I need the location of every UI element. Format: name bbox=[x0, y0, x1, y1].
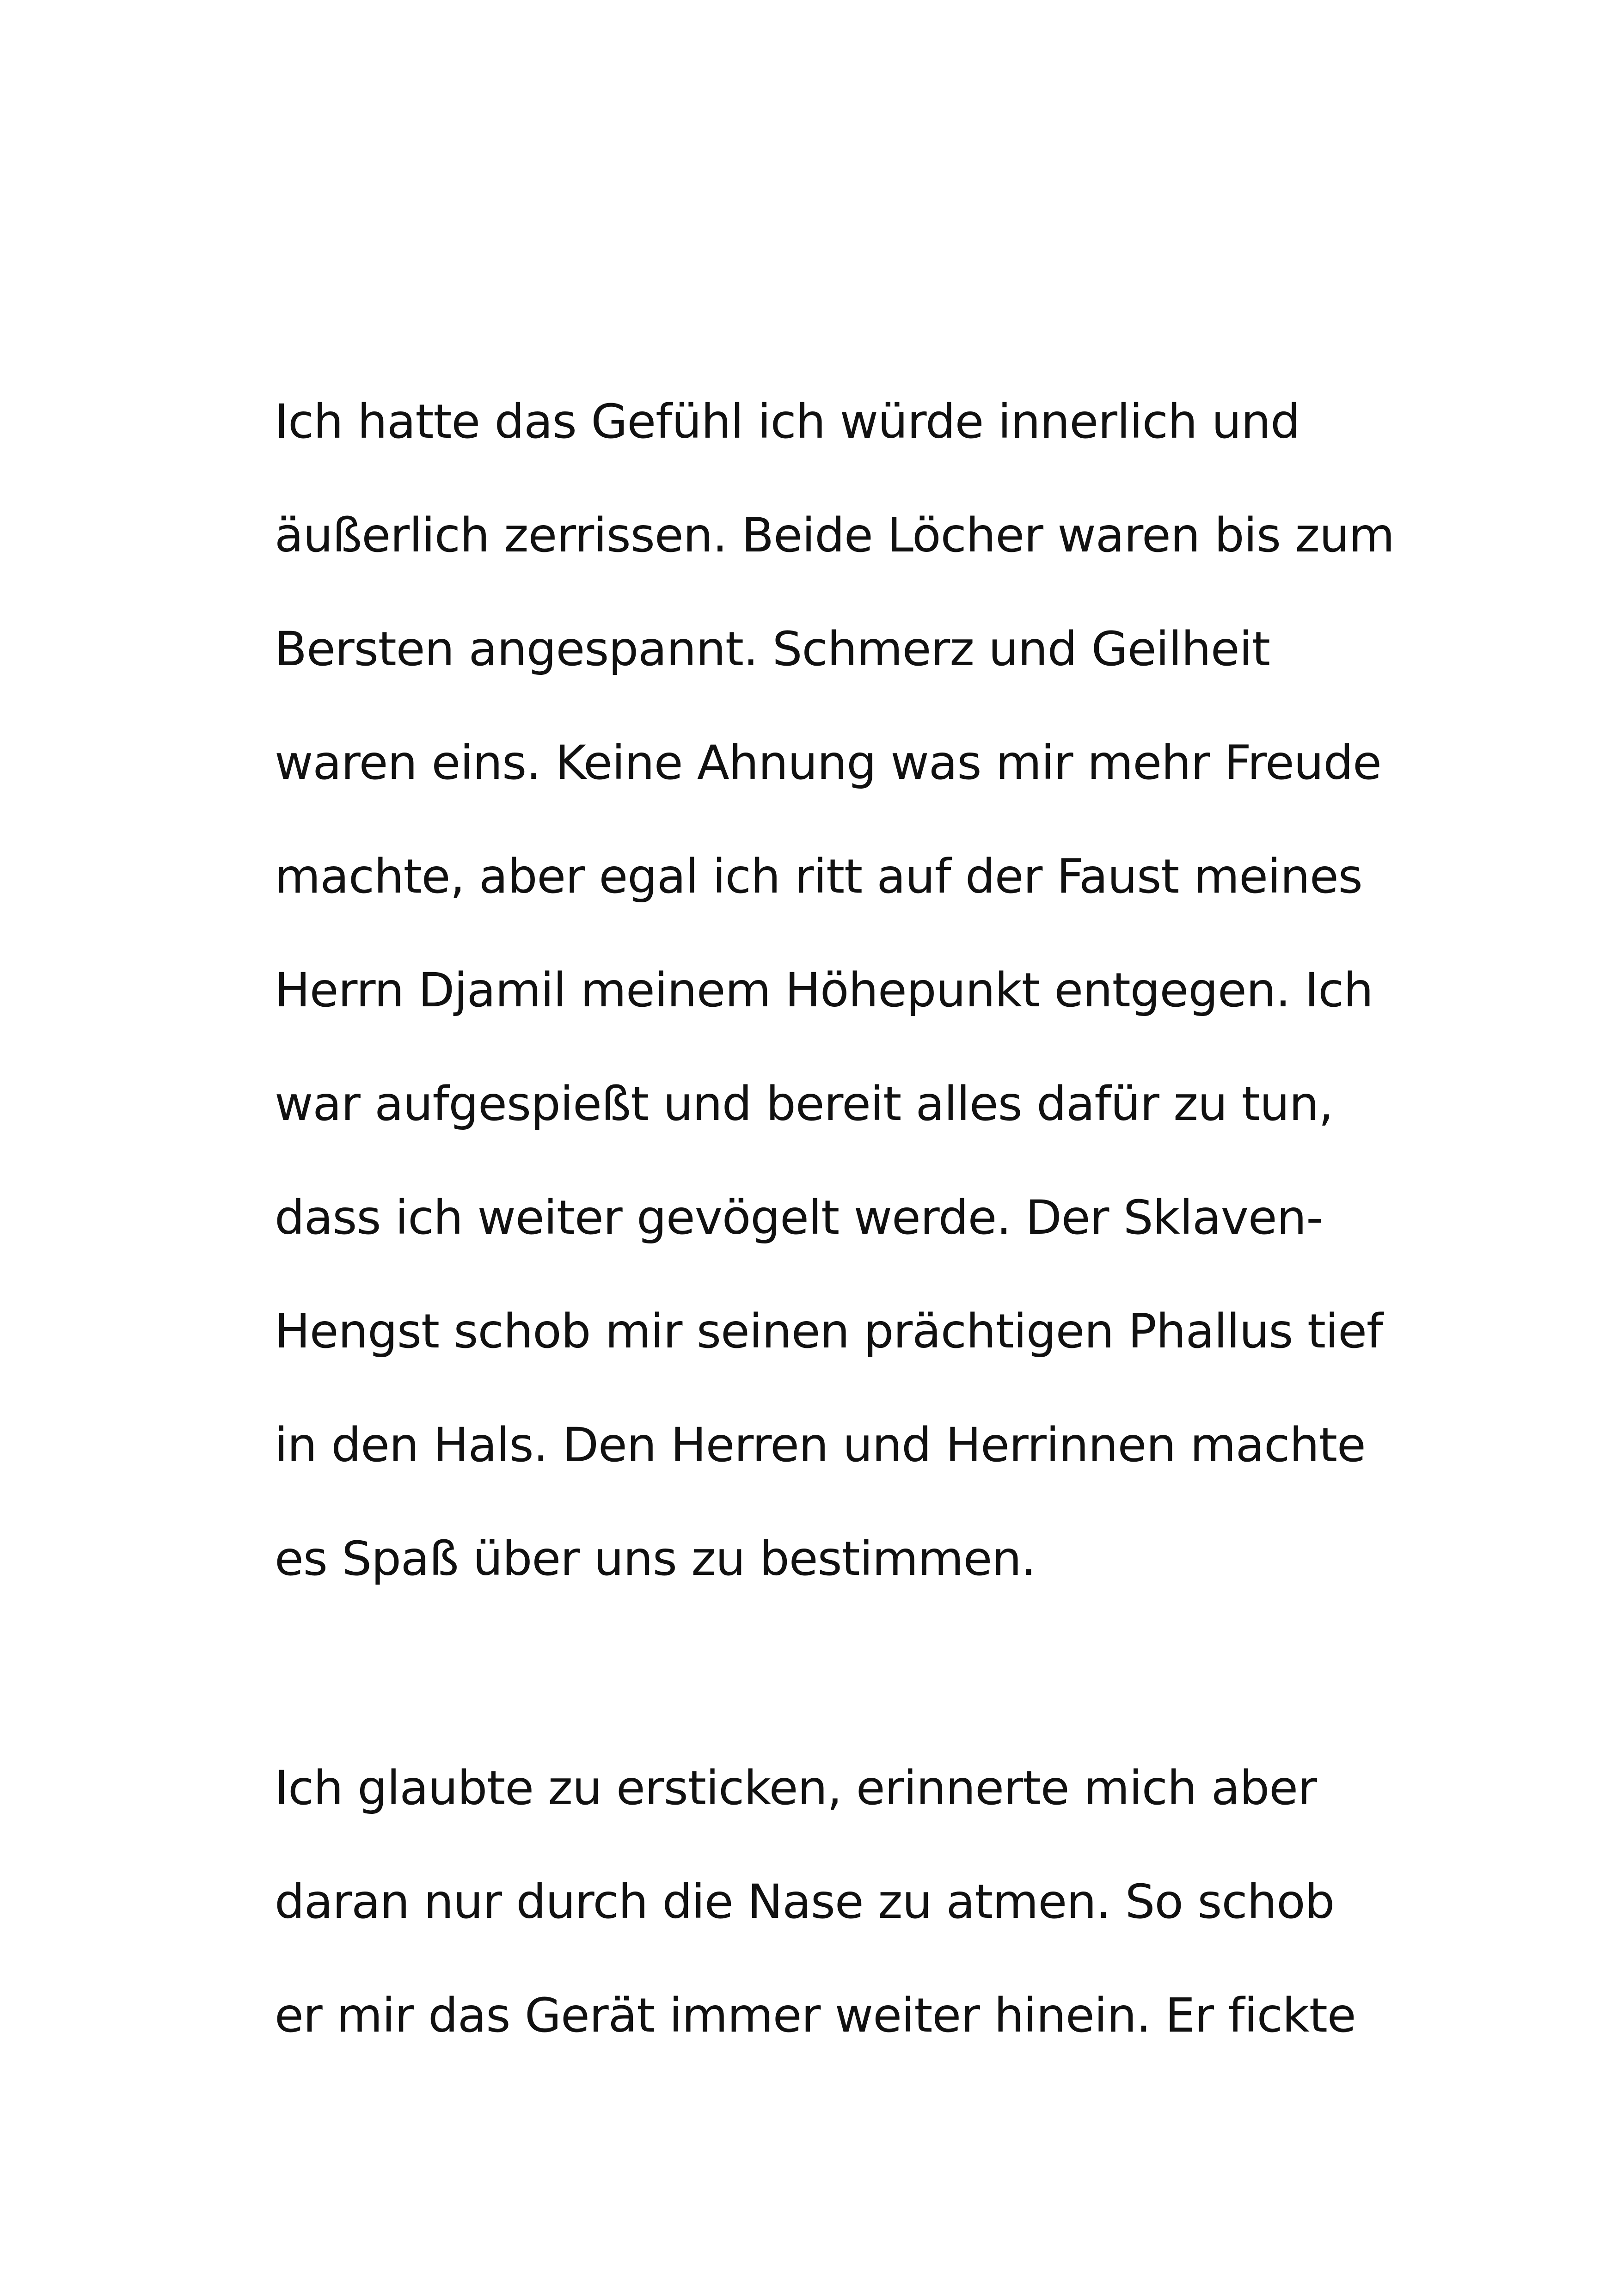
text-line: Ich hatte das Gefühl ich würde innerlich und bbox=[275, 394, 1300, 449]
text-line: dass ich weiter gevögelt werde. Der Sklaven- bbox=[275, 1190, 1323, 1245]
text-line: war aufgespießt und bereit alles dafür zu tun, bbox=[275, 1077, 1333, 1132]
text-line: in den Hals. Den Herren und Herrinnen machte bbox=[275, 1418, 1366, 1473]
text-line: Hengst schob mir seinen prächtigen Phallus tief bbox=[275, 1304, 1383, 1359]
text-line: äußerlich zerrissen. Beide Löcher waren bis zum bbox=[275, 508, 1395, 563]
text-line: Herrn Djamil meinem Höhepunkt entgegen. Ich bbox=[275, 963, 1373, 1018]
paragraph-1 bbox=[275, 365, 1395, 1616]
text-line: er mir das Gerät immer weiter hinein. Er fickte bbox=[275, 1988, 1356, 2043]
text-line: es Spaß über uns zu bestimmen. bbox=[275, 1531, 1036, 1586]
text-line: machte, aber egal ich ritt auf der Faust meines bbox=[275, 849, 1362, 904]
paragraph-2 bbox=[275, 1732, 1384, 2073]
text-line: Ich glaubte zu ersticken, erinnerte mich aber bbox=[275, 1761, 1317, 1816]
text-line: waren eins. Keine Ahnung was mir mehr Freude bbox=[275, 735, 1381, 790]
text-line: daran nur durch die Nase zu atmen. So schob bbox=[275, 1874, 1335, 1929]
text-line: Bersten angespannt. Schmerz und Geilheit bbox=[275, 622, 1270, 677]
